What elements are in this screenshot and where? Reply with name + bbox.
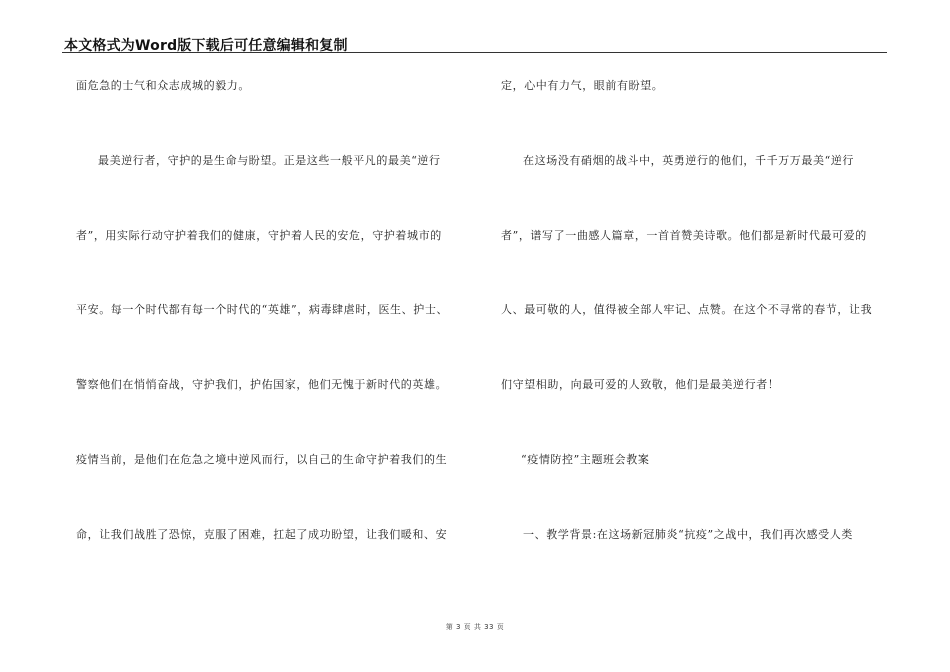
text-line: 们守望相助，向最可爱的人致敬，他们是最美逆行者！	[501, 378, 780, 391]
text-line: 警察他们在悄悄奋战，守护我们，护佑国家，他们无愧于新时代的英雄。	[76, 378, 448, 391]
text-line: 者”，谱写了一曲感人篇章，一首首赞美诗歌。他们都是新时代最可爱的	[501, 229, 867, 242]
text-line: 在这场没有硝烟的战斗中，英勇逆行的他们，千千万万最美“逆行	[523, 154, 855, 167]
right-column	[501, 0, 901, 620]
text-line: 定，心中有力气，眼前有盼望。	[501, 79, 664, 92]
text-line: 人、最可敬的人，值得被全部人牢记、点赞。在这个不寻常的春节，让我	[501, 303, 873, 316]
text-line: 疫情当前，是他们在危急之境中逆风而行，以自己的生命守护着我们的生	[76, 453, 448, 466]
text-line: 者”，用实际行动守护着我们的健康，守护着人民的安危，守护着城市的	[76, 229, 442, 242]
section-heading: “疫情防控”主题班会教案	[521, 453, 650, 466]
page-number: 第 3 页 共 33 页	[445, 623, 505, 631]
left-column	[76, 0, 476, 620]
text-line: 一、教学背景:在这场新冠肺炎“抗疫”之战中，我们再次感受人类	[523, 528, 853, 541]
text-line: 最美逆行者，守护的是生命与盼望。正是这些一般平凡的最美“逆行	[98, 154, 441, 167]
text-line: 命，让我们战胜了恐惊，克服了困难，扛起了成功盼望，让我们暖和、安	[76, 528, 448, 541]
text-line: 面危急的士气和众志成城的毅力。	[76, 79, 250, 92]
header-title: 本文格式为Word版下载后可任意编辑和复制	[64, 38, 348, 54]
text-line: 平安。每一个时代都有每一个时代的“英雄”，病毒肆虐时，医生、护士、	[76, 303, 449, 316]
